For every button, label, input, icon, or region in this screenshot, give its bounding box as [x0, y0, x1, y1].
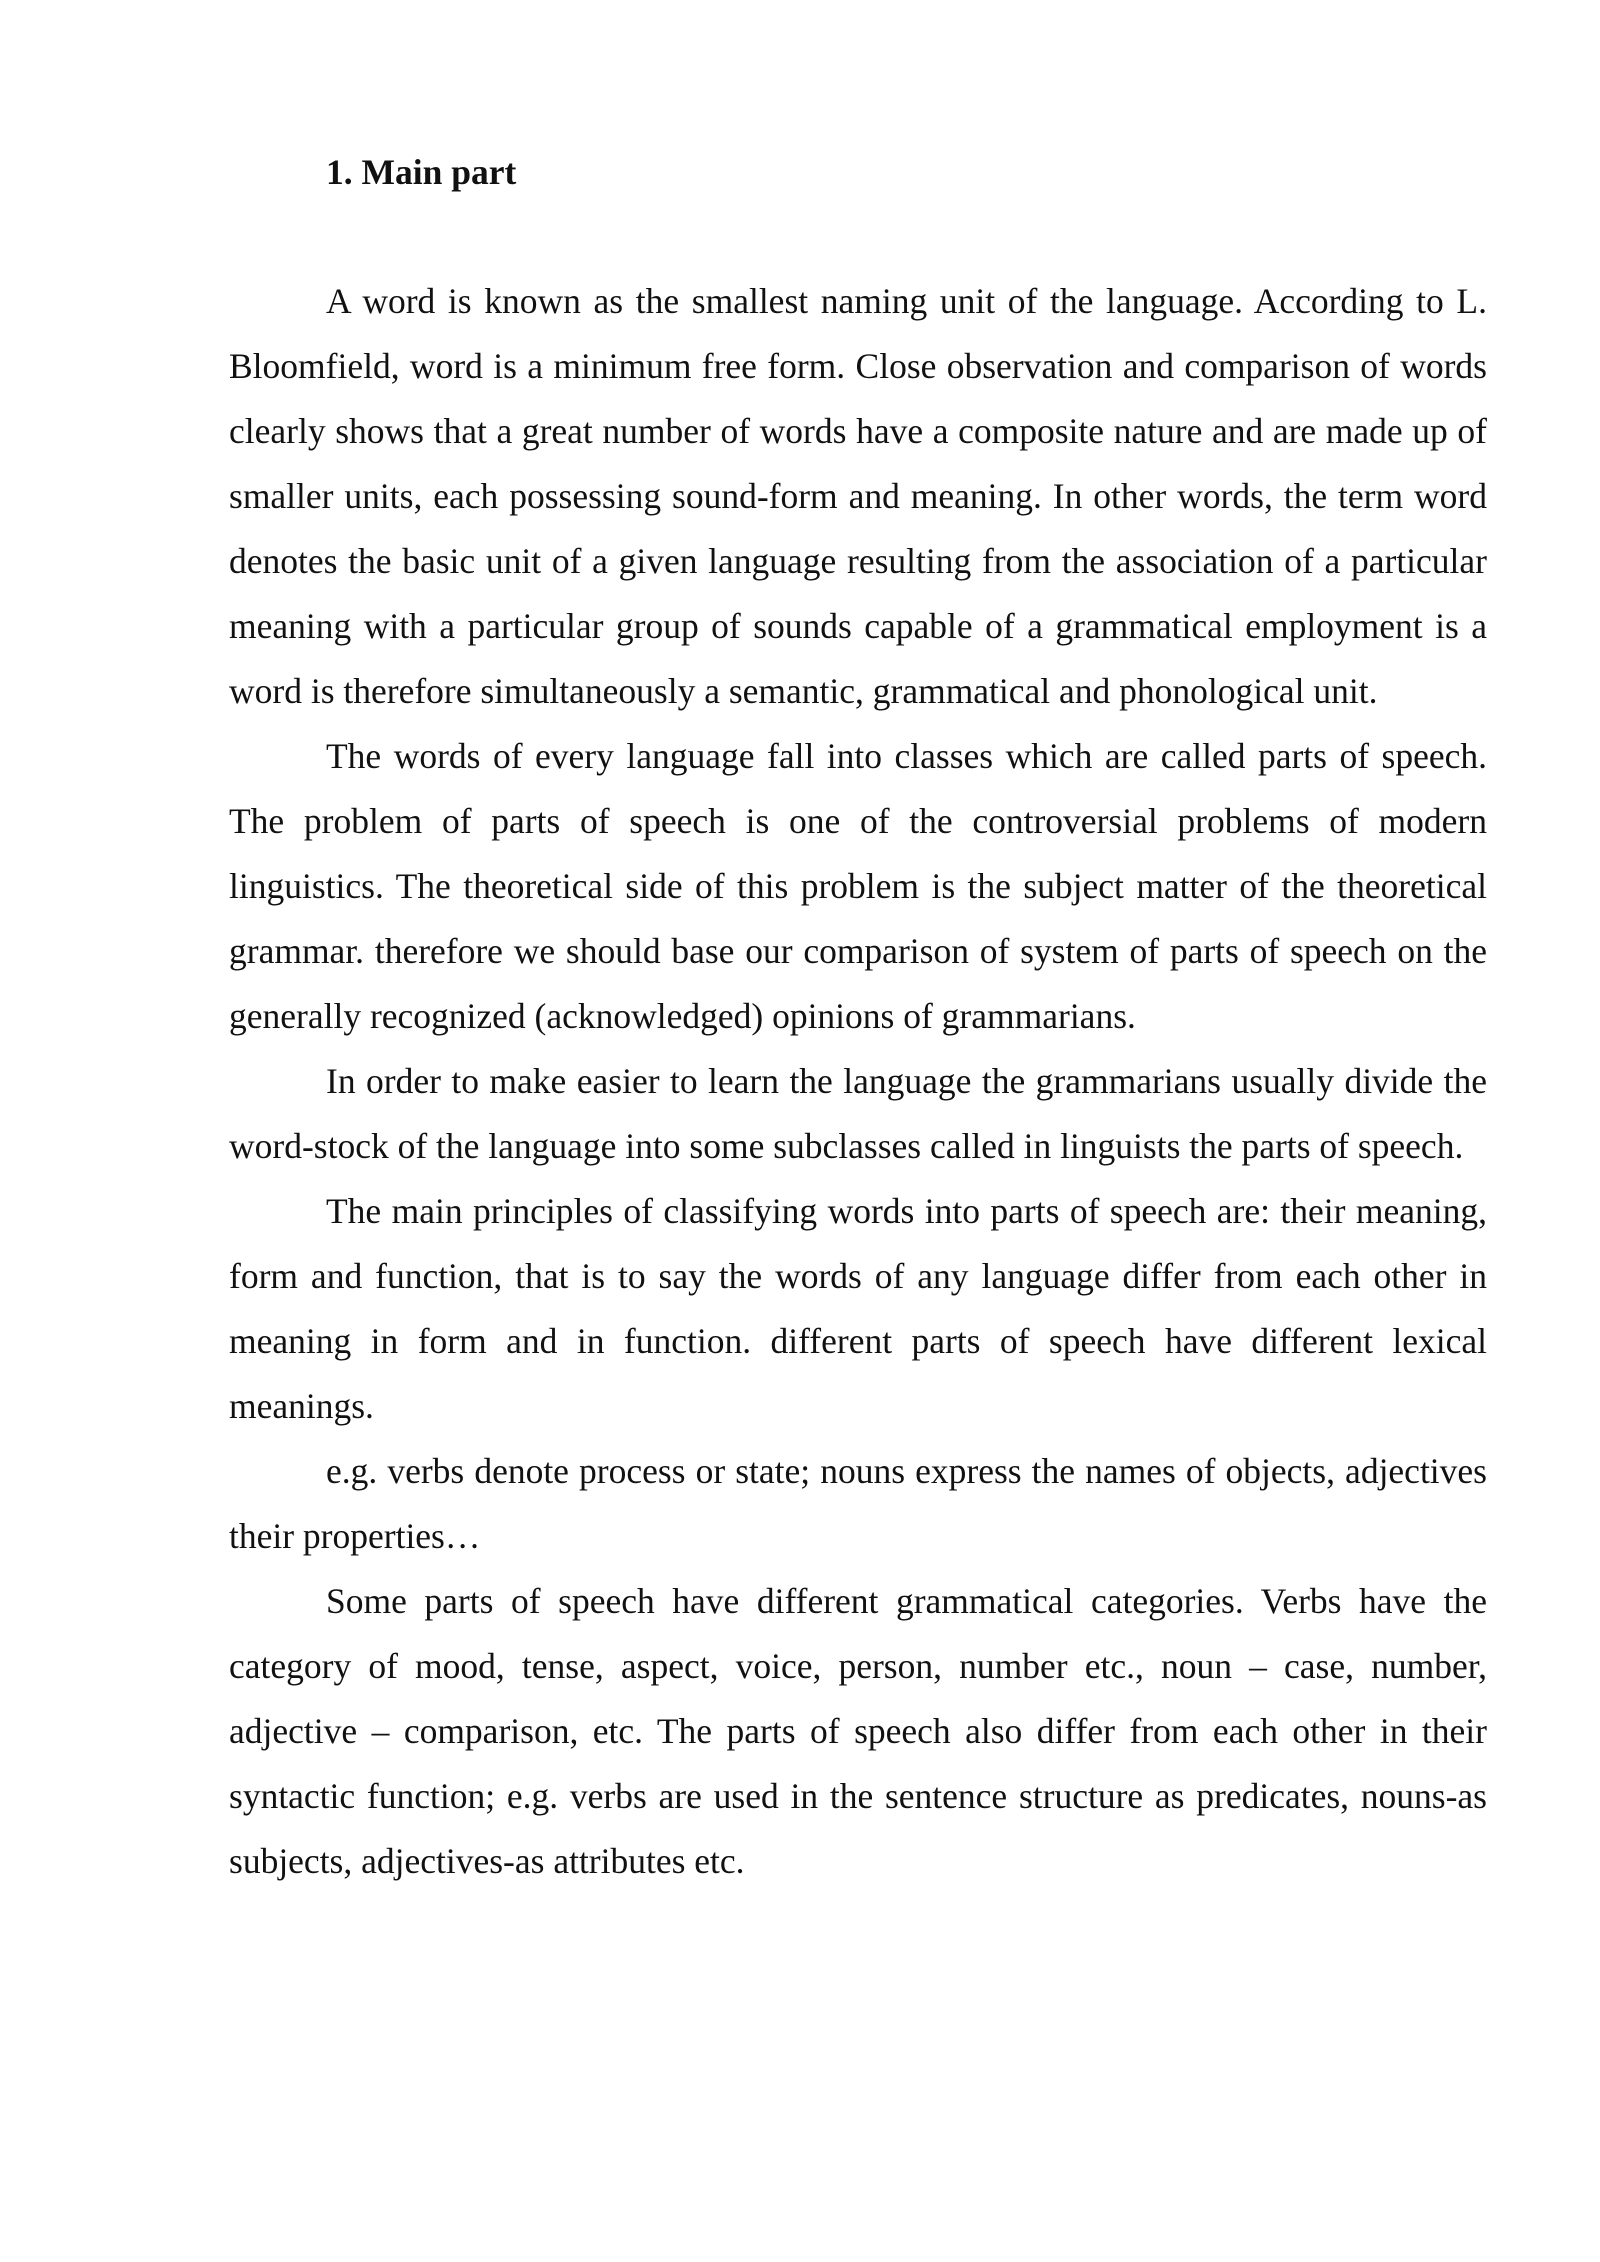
paragraph-categories: Some parts of speech have different grammatical categories. Verbs have the category of mood, tense, aspect, voice, person, number etc., noun – case, number, adjective – comparison, etc. The parts of speech also differ from each other in their syntactic function; e.g. verbs are used in the sentence structure as predicates, nouns-as subjects, adjectives-as attributes etc.: [229, 1581, 1487, 1881]
section-heading: 1. Main part: [326, 152, 517, 192]
paragraph-subclasses: In order to make easier to learn the language the grammarians usually divide the word-stock of the language into some subclasses called in linguists the parts of speech.: [229, 1061, 1487, 1166]
paragraph-parts-of-speech: The words of every language fall into classes which are called parts of speech. The problem of parts of speech is one of the controversial problems of modern linguistics. The theoretical side of this problem is the subject matter of the theoretical grammar. therefore we should base our comparison of system of parts of speech on the generally recognized (acknowledged) opinions of grammarians.: [229, 736, 1487, 1036]
paragraph-principles: The main principles of classifying words into parts of speech are: their meaning, form and function, that is to say the words of any language differ from each other in meaning in form and in function. different parts of speech have different lexical meanings.: [229, 1191, 1487, 1426]
paragraph-example: e.g. verbs denote process or state; nouns express the names of objects, adjectives their properties…: [229, 1451, 1487, 1556]
page-content: [229, 140, 1487, 1894]
paragraph-word-definition: A word is known as the smallest naming unit of the language. According to L. Bloomfield, word is a minimum free form. Close observation and comparison of words clearly shows that a great number of words have a composite nature and are made up of smaller units, each possessing sound-form and meaning. In other words, the term word denotes the basic unit of a given language resulting from the association of a particular meaning with a particular group of sounds capable of a grammatical employment is a word is therefore simultaneously a semantic, grammatical and phonological unit.: [229, 281, 1487, 711]
